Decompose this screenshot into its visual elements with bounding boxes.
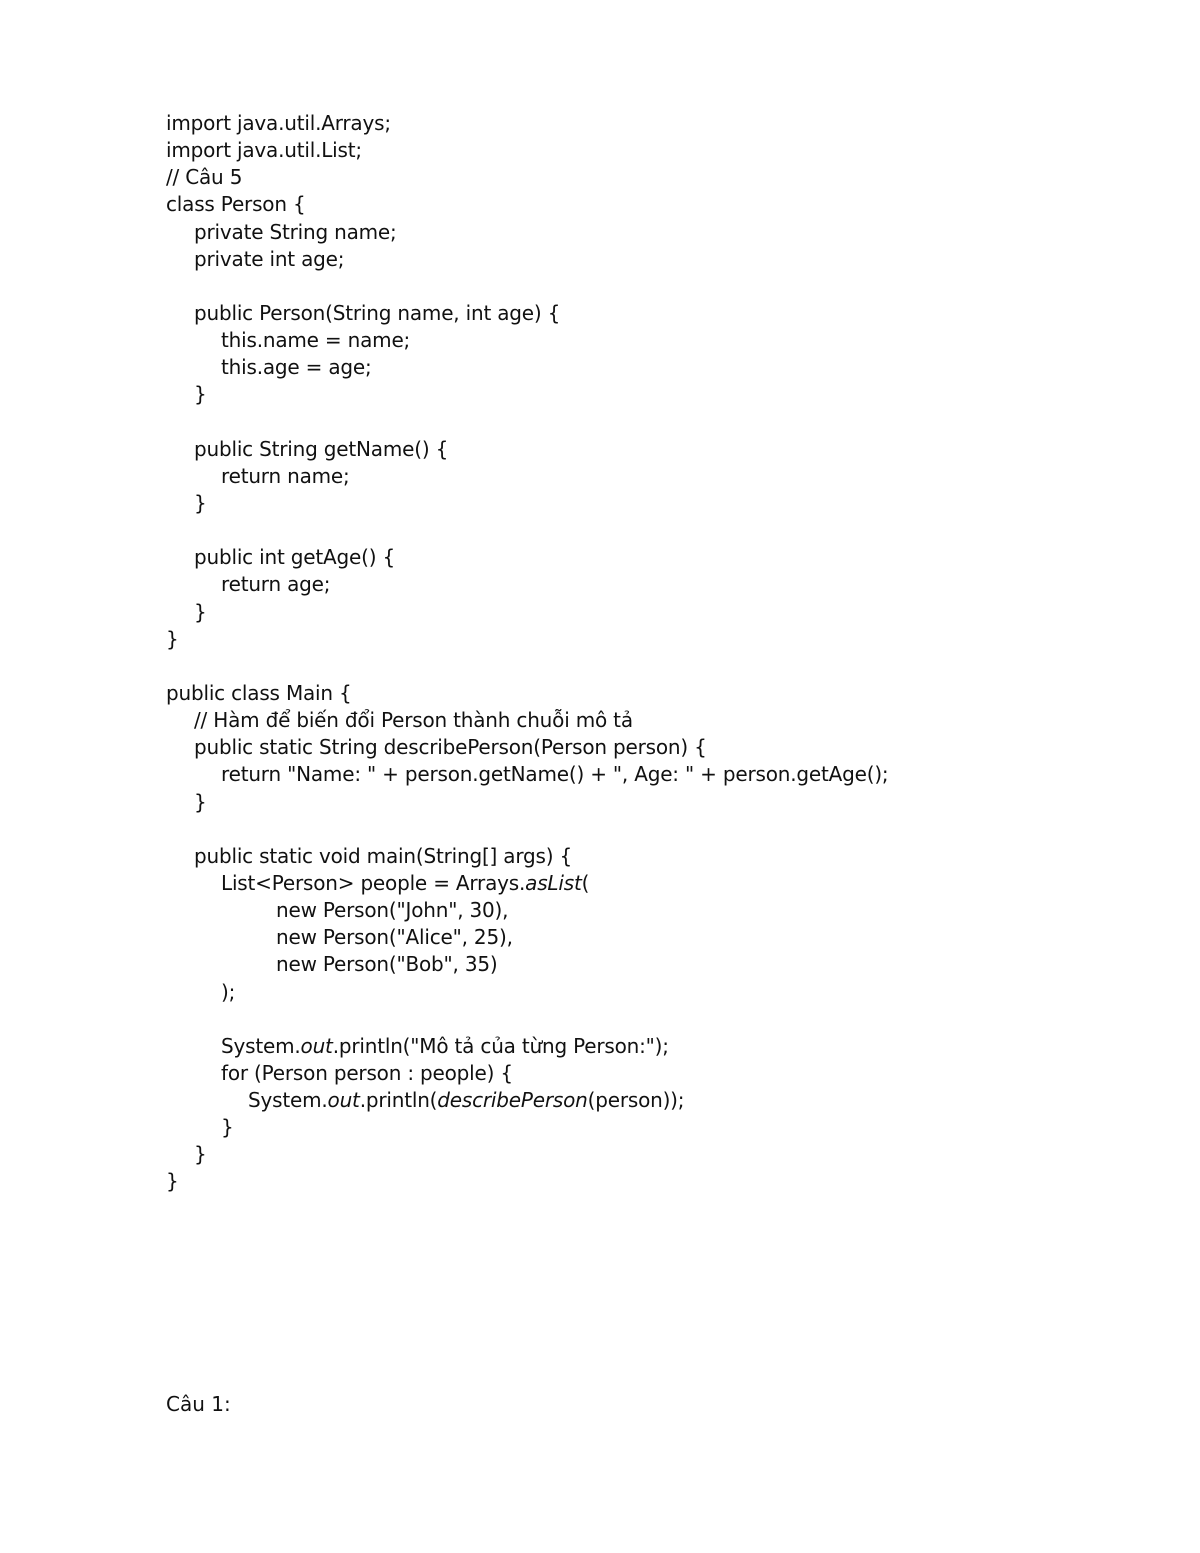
blank-line (166, 653, 888, 680)
question-label: Câu 1: (166, 1392, 231, 1416)
code-line: public static void main(String[] args) { (194, 843, 573, 868)
code-line (166, 1033, 888, 1060)
code-comment: // Câu 5 (166, 165, 243, 190)
code-line: return age; (221, 572, 331, 597)
code-line: } (194, 1142, 207, 1167)
code-line: } (166, 1169, 179, 1194)
blank-line (166, 273, 888, 300)
code-line: public int getAge() { (194, 545, 395, 570)
code-line: public String getName() { (194, 436, 449, 461)
code-line (166, 870, 888, 897)
code-segment: .println( (359, 1088, 438, 1113)
blank-line (166, 409, 888, 436)
code-segment-italic: describePerson (437, 1088, 588, 1113)
code-line: for (Person person : people) { (221, 1060, 513, 1085)
code-line: new Person("Alice", 25), (276, 925, 513, 950)
code-line: } (194, 789, 207, 814)
code-line: } (194, 599, 207, 624)
code-segment: System. (221, 1033, 301, 1058)
code-segment-italic: out (327, 1088, 360, 1113)
blank-line (166, 1006, 888, 1033)
code-line: import java.util.Arrays; (166, 111, 391, 135)
code-line: public class Main { (166, 680, 352, 705)
code-line: } (194, 490, 207, 515)
code-line: private String name; (194, 219, 397, 244)
code-segment-italic: asList (525, 870, 582, 895)
code-segment: (person)); (587, 1088, 685, 1113)
code-segment: System. (248, 1088, 328, 1113)
code-segment: ( (581, 870, 590, 895)
code-line: public Person(String name, int age) { (194, 300, 561, 325)
code-comment: // Hàm để biến đổi Person thành chuỗi mô tả (194, 708, 633, 733)
code-line: } (194, 382, 207, 407)
code-line: return "Name: " + person.getName() + ", Age: " + person.getAge(); (221, 762, 889, 787)
code-line: this.age = age; (221, 355, 372, 380)
code-line: new Person("John", 30), (276, 898, 509, 923)
code-line: public static String describePerson(Person person) { (194, 735, 707, 760)
code-line: this.name = name; (221, 328, 411, 353)
code-segment-italic: out (300, 1033, 333, 1058)
code-line: new Person("Bob", 35) (276, 952, 498, 977)
code-line: ); (221, 979, 236, 1004)
code-line (166, 1087, 888, 1114)
blank-line (166, 517, 888, 544)
code-line: } (221, 1115, 234, 1140)
java-code-block (166, 110, 888, 1196)
code-segment: .println("Mô tả của từng Person:"); (332, 1033, 669, 1058)
code-segment: List<Person> people = Arrays. (221, 870, 526, 895)
blank-line (166, 816, 888, 843)
code-line: return name; (221, 463, 350, 488)
code-line: class Person { (166, 192, 306, 217)
code-line: } (166, 626, 179, 651)
code-line: import java.util.List; (166, 138, 362, 163)
code-line: private int age; (194, 246, 345, 271)
